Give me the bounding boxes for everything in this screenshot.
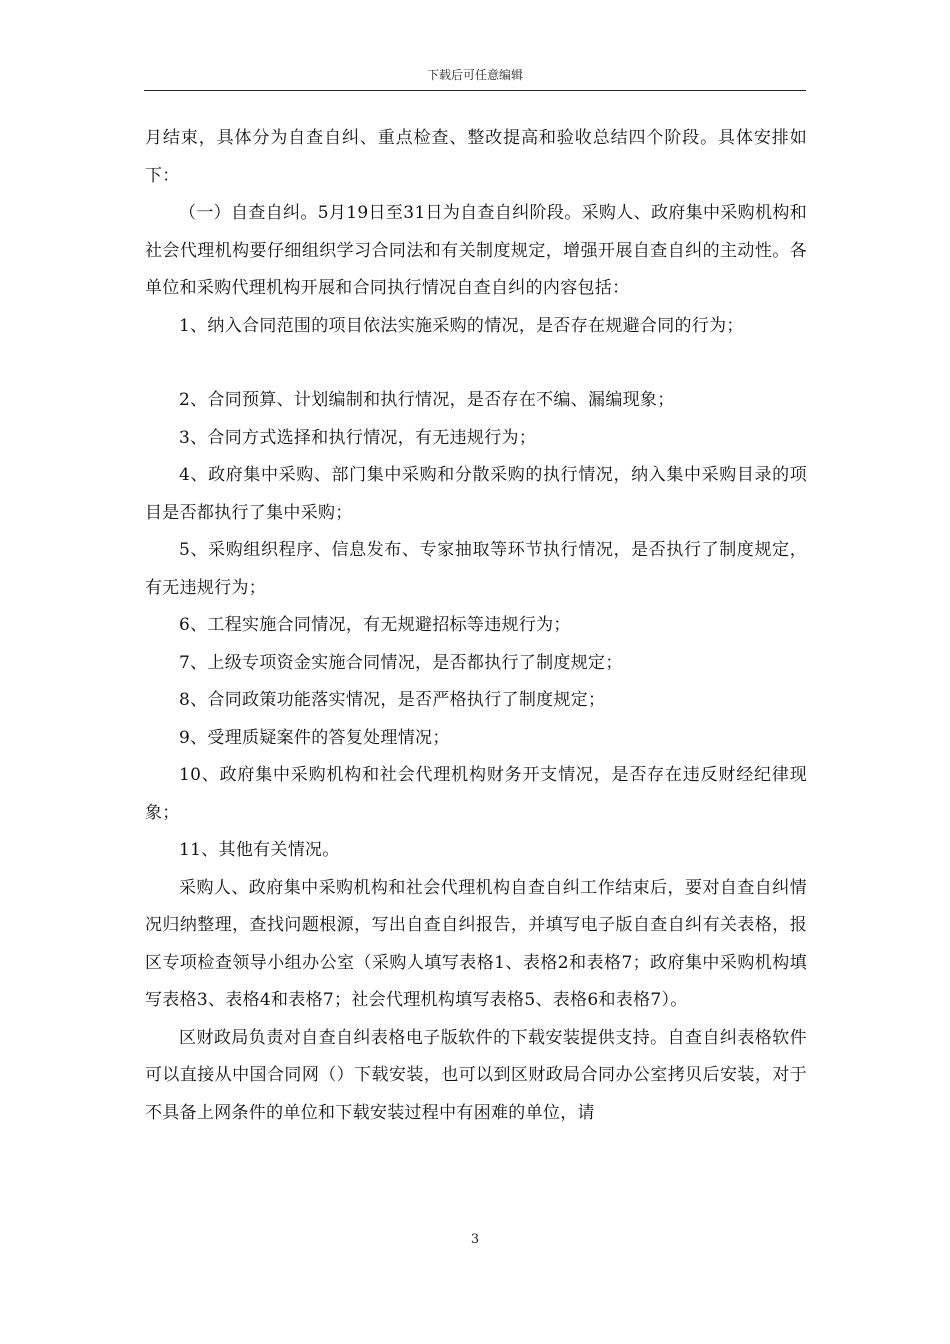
- list-item: 11、其他有关情况。: [179, 840, 340, 860]
- header-divider: [144, 90, 806, 91]
- page-number: 3: [470, 1232, 480, 1247]
- paragraph: 采购人、政府集中采购机构和社会代理机构自查自纠工作结束后，要对自查自纠情况归纳整理，查找问题根源，写出自查自纠报告，并填写电子版自查自纠有关表格，报区专项检查领导小组办公室（采购人填写表格1、表格2和表格7；政府集中采购机构填写表格3、表格4和表格7；社会代理机构填写表格5、表格6和表格7）。: [145, 877, 807, 1010]
- page-header: 下载后可任意编辑: [426, 68, 523, 82]
- list-item: 5、采购组织程序、信息发布、专家抽取等环节执行情况，是否执行了制度规定，有无违规行为；: [145, 540, 807, 598]
- list-item: 9、受理质疑案件的答复处理情况；: [179, 727, 450, 748]
- list-item: 7、上级专项资金实施合同情况，是否都执行了制度规定；: [179, 652, 623, 673]
- paragraph: 月结束，具体分为自查自纠、重点检查、整改提高和验收总结四个阶段。具体安排如下：: [145, 128, 807, 186]
- paragraph: （一）自查自纠。5月19日至31日为自查自纠阶段。采购人、政府集中采购机构和社会代理机构要仔细组织学习合同法和有关制度规定，增强开展自查自纠的主动性。各单位和采购代理机构开展和合同执行情况自查自纠的内容包括：: [145, 203, 807, 298]
- list-item: 6、工程实施合同情况，有无规避招标等违规行为；: [179, 615, 571, 635]
- list-item: 3、合同方式选择和执行情况，有无违规行为；: [179, 427, 537, 448]
- list-item: 1、纳入合同范围的项目依法实施采购的情况，是否存在规避合同的行为；: [179, 315, 744, 336]
- list-item: 10、政府集中采购机构和社会代理机构财务开支情况，是否存在违反财经纪律现象；: [145, 765, 807, 823]
- paragraph: 区财政局负责对自查自纠表格电子版软件的下载安装提供支持。自查自纠表格软件可以直接从中国合同网（）下载安装，也可以到区财政局合同办公室拷贝后安装，对于不具备上网条件的单位和下载安装过程中有困难的单位，请: [145, 1027, 807, 1123]
- list-item: 2、合同预算、计划编制和执行情况，是否存在不编、漏编现象；: [179, 390, 675, 410]
- list-item: 8、合同政策功能落实情况，是否严格执行了制度规定；: [179, 690, 606, 710]
- document-body: [145, 120, 807, 1132]
- list-item: 4、政府集中采购、部门集中采购和分散采购的执行情况，纳入集中采购目录的项目是否都执行了集中采购；: [145, 465, 807, 523]
